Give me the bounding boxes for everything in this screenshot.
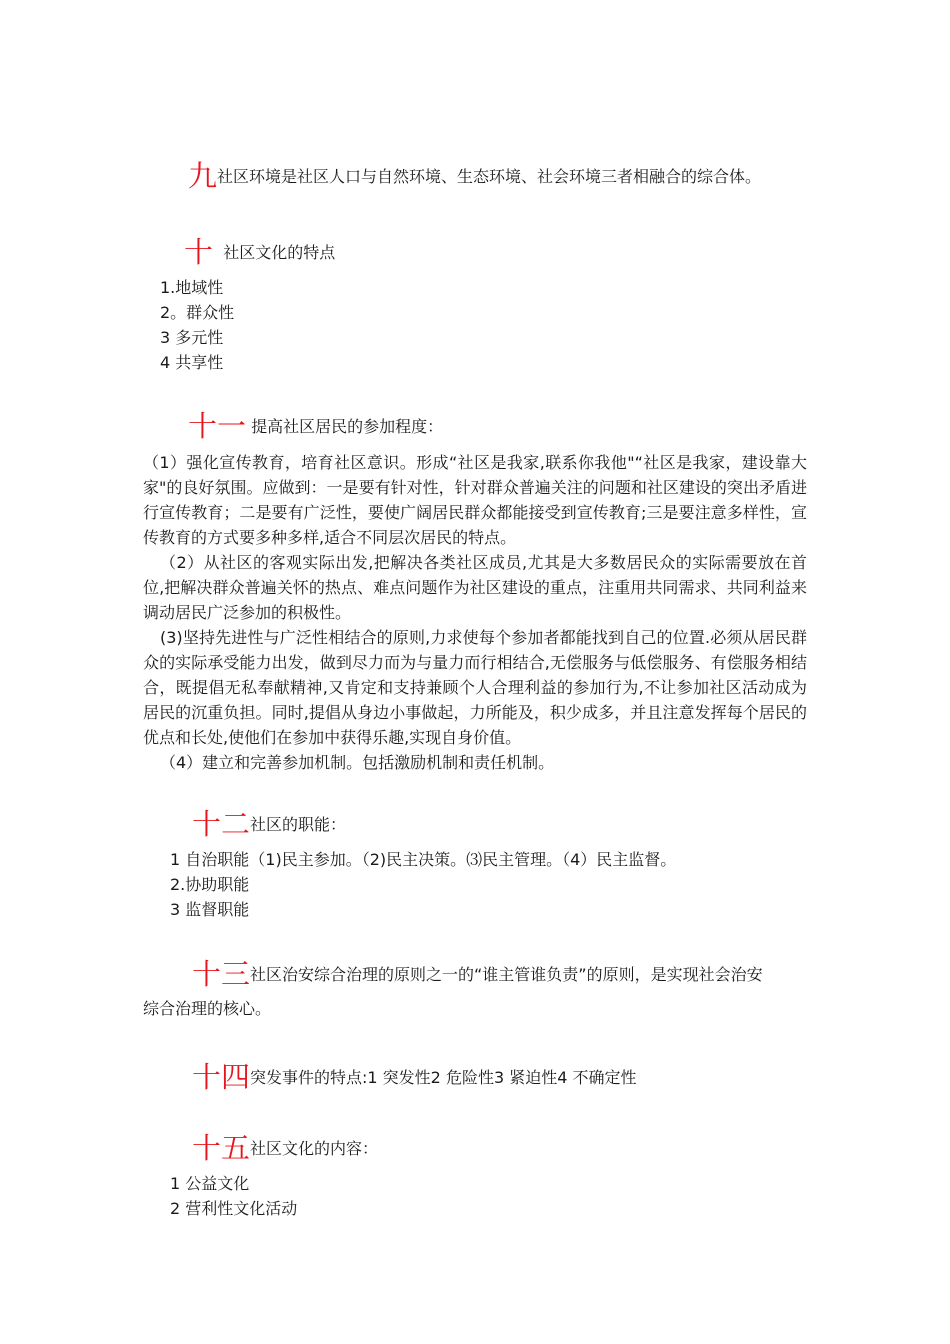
list-item: 1.地域性	[160, 278, 224, 297]
list-item: 1 公益文化	[170, 1174, 250, 1193]
section-number: 十三	[192, 957, 251, 991]
section-13	[192, 958, 763, 990]
section-number: 九	[188, 159, 218, 193]
paragraph: （1）强化宣传教育，培育社区意识。形成“社区是我家,联系你我他"“社区是我家，建设靠大家"的良好氛围。应做到：一是要有针对性，针对群众普遍关注的问题和社区建设的突出矛盾进行宣传教育；二是要有广泛性，要使广阔居民群众都能接受到宣传教育;三是要注意多样性，宣传教育的方式要多种多样,适合不同层次居民的特点。	[143, 453, 807, 547]
section-12	[192, 808, 346, 840]
section-number: 十四	[192, 1060, 251, 1094]
section-number: 十二	[192, 807, 251, 841]
section-9	[188, 160, 761, 192]
paragraph: (3)坚持先进性与广泛性相结合的原则,力求使每个参加者都能找到自己的位置.必须从居民群众的实际承受能力出发，做到尽力而为与量力而行相结合,无偿服务与低偿服务、有偿服务相结合，既提倡无私奉献精神,又肯定和支持兼顾个人合理利益的参加行为,不让参加社区活动成为居民的沉重负担。同时,提倡从身边小事做起，力所能及，积少成多，并且注意发挥每个居民的优点和长处,使他们在参加中获得乐趣,实现自身价值。	[143, 628, 807, 747]
list-item: 3 监督职能	[170, 900, 250, 919]
list-item: 2。群众性	[160, 303, 235, 322]
section-title: 社区文化的内容：	[250, 1139, 379, 1158]
list-item: 2.协助职能	[170, 875, 250, 894]
section-10	[184, 236, 335, 268]
section-number: 十五	[192, 1131, 251, 1165]
section-11	[188, 410, 443, 442]
section-text: 社区环境是社区人口与自然环境、生态环境、社会环境三者相融合的综合体。	[217, 167, 762, 186]
section-title: 提高社区居民的参加程度：	[251, 417, 444, 436]
list-item: 2 营利性文化活动	[170, 1199, 298, 1218]
section-13-continued: 综合治理的核心。	[143, 999, 272, 1018]
section-11-body	[143, 450, 807, 775]
section-title: 社区的职能：	[250, 815, 347, 834]
section-title: 社区文化的特点	[223, 243, 336, 262]
section-15	[192, 1132, 378, 1164]
section-number: 十	[184, 235, 214, 269]
list-item: 4 共享性	[160, 353, 224, 372]
section-text: 社区治安综合治理的原则之一的“谁主管谁负责”的原则，是实现社会治安	[250, 965, 763, 984]
paragraph: （2）从社区的客观实际出发,把解决各类社区成员,尤其是大多数居民众的实际需要放在首位,把解决群众普遍关怀的热点、难点问题作为社区建设的重点，注重用共同需求、共同利益来调动居民广泛参加的积极性。	[143, 553, 807, 622]
section-text: 突发事件的特点:1 突发性2 危险性3 紧迫性4 不确定性	[250, 1068, 637, 1087]
paragraph: （4）建立和完善参加机制。包括激励机制和责任机制。	[160, 753, 555, 772]
section-14	[192, 1061, 636, 1093]
list-item: 1 自治职能（1)民主参加。（2)民主决策。⑶民主管理。（4）民主监督。	[170, 850, 677, 869]
section-number: 十一	[188, 409, 247, 443]
list-item: 3 多元性	[160, 328, 224, 347]
